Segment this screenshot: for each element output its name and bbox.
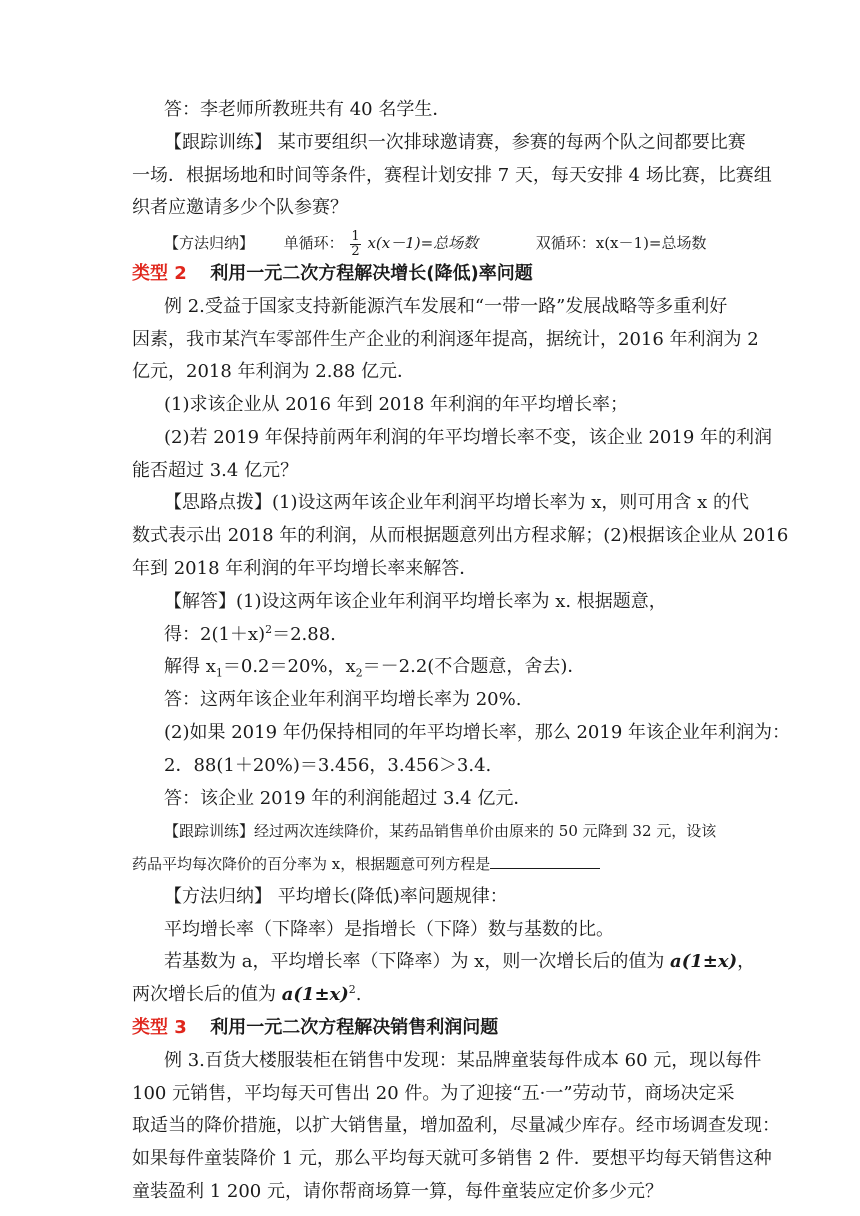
method-summary-1 [164,229,764,259]
hint-line-1: 【思路点拨】(1)设这两年该企业年利润平均增长率为 x，则可用含 x 的代 [164,492,749,513]
answer-line: 答：李老师所教班共有 40 名学生． [164,99,451,120]
type-2-title: 利用一元二次方程解决增长(降低)率问题 [210,263,533,284]
answer-blank [490,852,600,869]
example-3-line-4: 如果每件童装降价 1 元，那么平均每天就可多销售 2 件．要想平均每天销售这种 [132,1148,772,1169]
tracking-exercise-2-line-1: 【跟踪训练】经过两次连续降价，某药品销售单价由原来的 50 元降到 32 元，设该 [164,822,717,840]
type-3-tag: 类型 3 [132,1017,187,1038]
rule-line-2: 若基数为 a，平均增长率（下降率）为 x，则一次增长后的值为 a(1±x)， [164,951,756,972]
type-2-tag: 类型 2 [132,263,187,284]
tracking-exercise-line-1: 【跟踪训练】 某市要组织一次排球邀请赛，参赛的每两个队之间都要比赛 [164,132,746,153]
example-2-line-2: 因素，我市某汽车零部件生产企业的利润逐年提高，据统计，2016 年利润为 2 [132,329,759,350]
example-3-line-2: 100 元销售，平均每天可售出 20 件。为了迎接“五·一”劳动节，商场决定采 [132,1083,735,1104]
rule-line-1: 平均增长率（下降率）是指增长（下降）数与基数的比。 [164,919,614,940]
type-3-heading [132,1016,732,1040]
example-2-question-1: (1)求该企业从 2016 年到 2018 年利润的年平均增长率； [164,394,628,415]
two-growth-formula: a(1±x) [281,984,349,1005]
example-3-line-5: 童装盈利 1 200 元，请你帮商场算一算，每件童装应定价多少元？ [132,1181,663,1202]
half-fraction: $\frac{1}{2}$ [351,228,360,259]
single-loop-label: 单循环： [283,234,344,252]
one-growth-formula: a(1±x) [670,951,738,972]
answer-2-line: 答：该企业 2019 年的利润能超过 3.4 亿元． [164,788,532,809]
roots-line: 解得 $x_1=0.2=20\%$，$x_2=-2.2$(不合题意，舍去)． [164,656,586,680]
hint-line-2: 数式表示出 2018 年的利润，从而根据题意列出方程求解；(2)根据该企业从 2016 [132,525,789,546]
type-2-heading [132,262,732,286]
example-3-line-1: 例 3.百货大楼服装柜在销售中发现：某品牌童装每件成本 60 元，现以每件 [164,1050,762,1071]
double-loop-formula: 双循环：x(x－1)=总场数 [535,234,707,252]
solution-line-1: 【解答】(1)设这两年该企业年利润平均增长率为 x. 根据题意， [164,591,667,612]
part-2-line: (2)如果 2019 年仍保持相同的年平均增长率，那么 2019 年该企业年利润为： [164,722,790,743]
hint-line-3: 年到 2018 年利润的年平均增长率来解答． [132,558,478,579]
example-2-line-1: 例 2.受益于国家支持新能源汽车发展和“一带一路”发展战略等多重利好 [164,296,728,317]
tracking-exercise-2-line-2: 药品平均每次降价的百分率为 x，根据题意可列方程是 [132,852,732,876]
example-2-line-3: 亿元，2018 年利润为 2.88 亿元． [132,361,416,382]
type-3-title: 利用一元二次方程解决销售利润问题 [210,1017,499,1038]
tracking-exercise-line-2: 一场．根据场地和时间等条件，赛程计划安排 7 天，每天安排 4 场比赛，比赛组 [132,165,772,186]
method-summary-2: 【方法归纳】 平均增长(降低)率问题规律： [164,886,508,907]
example-2-question-2-cont: 能否超过 3.4 亿元？ [132,460,299,481]
example-2-question-2: (2)若 2019 年保持前两年利润的年平均增长率不变，该企业 2019 年的利润 [164,427,772,448]
equation-line: 得：$2(1+x)^2=2.88$. [164,623,336,645]
example-3-line-3: 取适当的降价措施，以扩大销售量，增加盈利，尽量减少库存。经市场调查发现： [132,1115,780,1136]
part-2-calc-line: 2．88(1＋20%)＝3.456，3.456＞3.4. [164,755,492,776]
rule-line-3: 两次增长后的值为 $a(1\pm x)^2$. [132,983,362,1005]
tracking-exercise-line-3: 织者应邀请多少个队参赛？ [132,197,348,218]
single-loop-formula: x(x－1)=总场数 [367,234,479,252]
answer-1-line: 答：这两年该企业年利润平均增长率为 20%. [164,689,522,710]
method-label: 【方法归纳】 [164,234,255,252]
